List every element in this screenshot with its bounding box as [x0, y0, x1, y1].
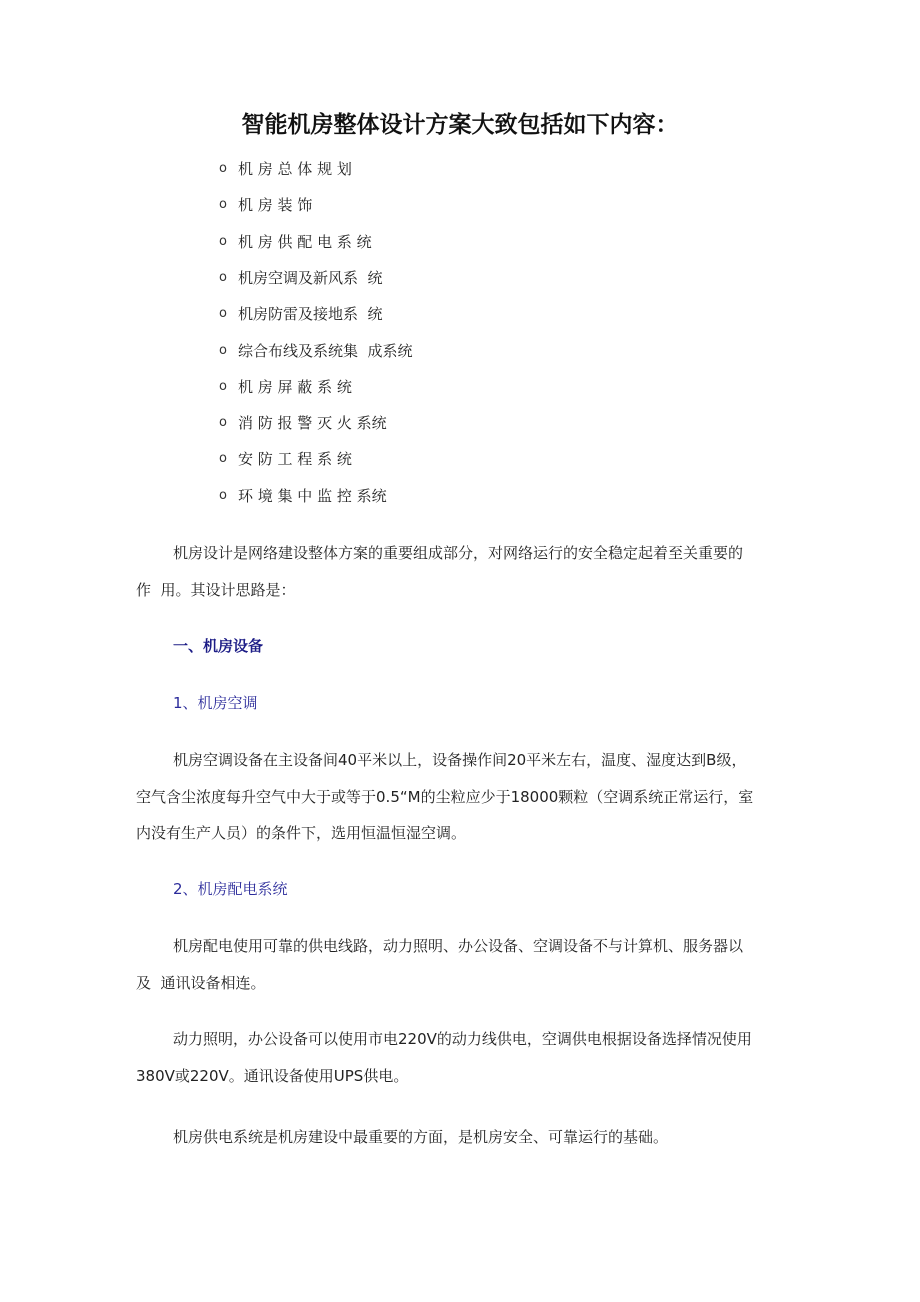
- bullet-icon: o: [219, 233, 227, 249]
- subsection-heading-power: 2、机房配电系统: [173, 880, 288, 898]
- bullet-icon: o: [219, 197, 227, 213]
- bullet-icon: o: [219, 306, 227, 322]
- bullet-icon: o: [219, 487, 227, 503]
- list-item: 机 房 装 饰: [238, 196, 313, 215]
- paragraph-line: 及 通讯设备相连。: [136, 974, 266, 992]
- list-item: 机 房 屏 蔽 系 统: [238, 377, 352, 396]
- document-title: 智能机房整体设计方案大致包括如下内容：: [241, 112, 679, 138]
- subsection-heading-air-conditioning: 1、机房空调: [173, 694, 258, 712]
- bullet-icon: o: [219, 342, 227, 358]
- list-item: 机房防雷及接地系 统: [238, 305, 383, 324]
- bullet-icon: o: [219, 415, 227, 431]
- list-item: 消 防 报 警 灭 火 系统: [238, 414, 387, 433]
- bullet-icon: o: [219, 161, 227, 176]
- paragraph-line: 机房配电使用可靠的供电线路，动力照明、办公设备、空调设备不与计算机、服务器以: [173, 937, 744, 955]
- bullet-icon: o: [219, 451, 227, 467]
- paragraph-line: 动力照明，办公设备可以使用市电220V的动力线供电，空调供电根据设备选择情况使用: [173, 1030, 752, 1048]
- bullet-icon: o: [219, 378, 227, 394]
- list-item: 综合布线及系统集 成系统: [238, 341, 413, 360]
- intro-line-2: 作 用。其设计思路是：: [136, 581, 296, 599]
- paragraph-line: 380V或220V。通讯设备使用UPS供电。: [136, 1067, 409, 1085]
- bullet-icon: o: [219, 269, 227, 285]
- list-item: 环 境 集 中 监 控 系统: [238, 486, 387, 505]
- list-item: 机 房 总 体 规 划: [238, 160, 352, 178]
- list-item: 机 房 供 配 电 系 统: [238, 232, 372, 251]
- paragraph-line: 机房空调设备在主设备间40平米以上，设备操作间20平米左右，温度、湿度达到B级，: [173, 751, 747, 769]
- intro-line-1: 机房设计是网络建设整体方案的重要组成部分，对网络运行的安全稳定起着至关重要的: [173, 544, 744, 562]
- section-heading: 一、机房设备: [173, 637, 264, 655]
- paragraph-line: 内没有生产人员）的条件下，选用恒温恒湿空调。: [136, 824, 467, 842]
- list-item: 机房空调及新风系 统: [238, 268, 383, 287]
- paragraph-line: 机房供电系统是机房建设中最重要的方面，是机房安全、可靠运行的基础。: [173, 1128, 669, 1146]
- paragraph-line: 空气含尘浓度每升空气中大于或等于0.5“M的尘粒应少于18000颗粒（空调系统正常运行，室: [136, 788, 754, 806]
- list-item: 安 防 工 程 系 统: [238, 450, 352, 469]
